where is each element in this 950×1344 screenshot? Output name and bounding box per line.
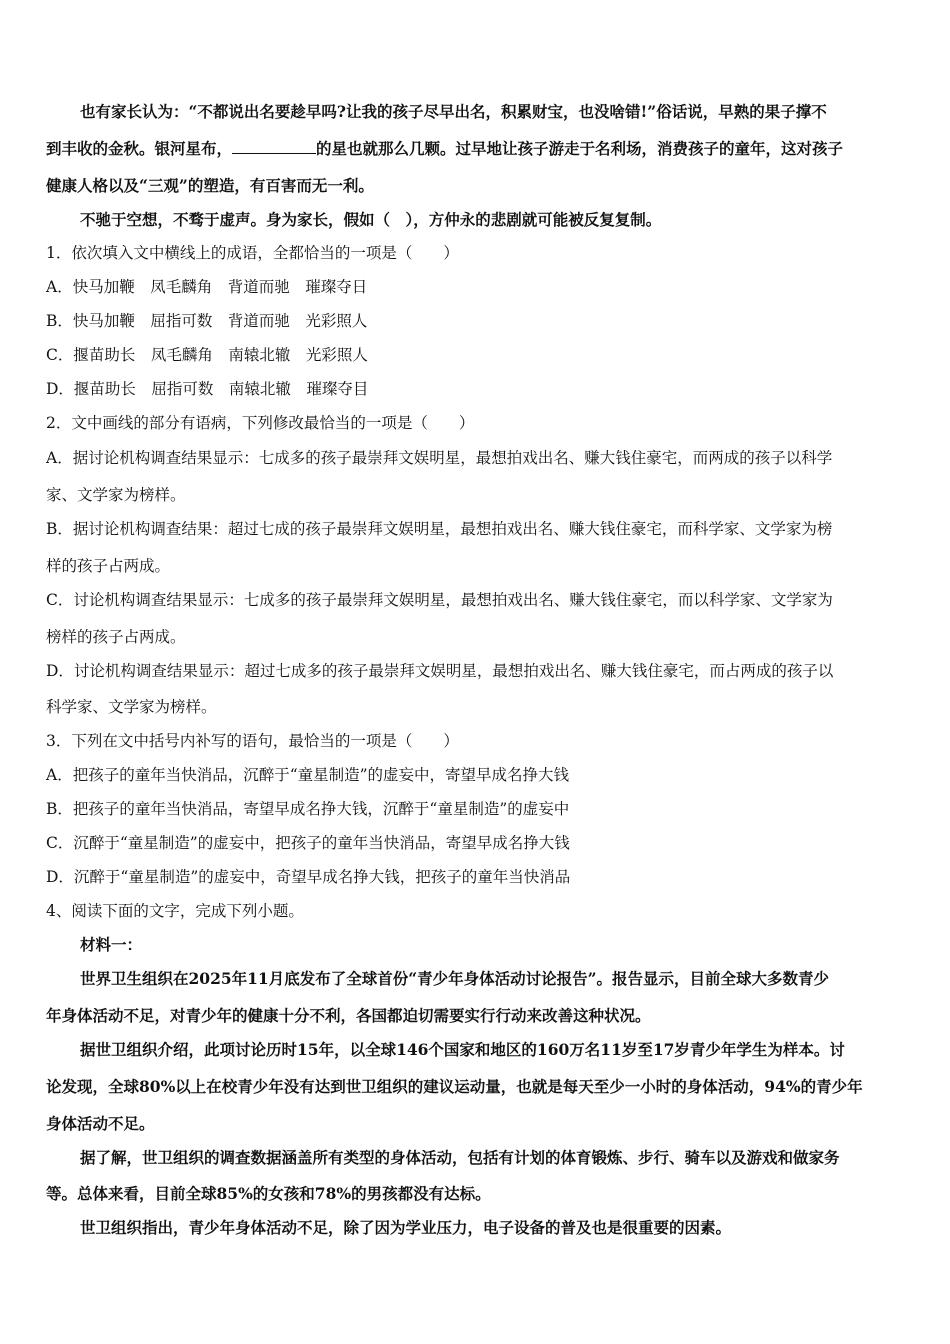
- question-1-option-b: B．快马加鞭 屈指可数 背道而驰 光彩照人: [46, 312, 368, 330]
- material-line: 等。总体来看，目前全球85%的女孩和78%的男孩都没有达标。: [46, 1184, 491, 1203]
- question-2-option-c: C．讨论机构调查结果显示：七成多的孩子最崇拜文娱明星，最想拍戏出名、赚大钱住豪宅，而以科学家、文学家为: [46, 591, 833, 609]
- passage-line: [46, 139, 906, 159]
- material-title: 材料一：: [80, 935, 143, 954]
- material-line: 世卫组织指出，青少年身体活动不足，除了因为学业压力，电子设备的普及也是很重要的因素。: [80, 1218, 732, 1237]
- passage-line: 也有家长认为：“不都说出名要趁早吗?让我的孩子尽早出名，积累财宝，也没啥错!”俗话说，早熟的果子撑不: [80, 102, 827, 121]
- question-2-option-b-cont: 样的孩子占两成。: [46, 557, 171, 575]
- question-1-option-d: D．揠苗助长 屈指可数 南辕北辙 璀璨夺目: [46, 380, 369, 398]
- question-2-option-d-cont: 科学家、文学家为榜样。: [46, 698, 217, 716]
- material-line: 论发现，全球80%以上在校青少年没有达到世卫组织的建议运动量，也就是每天至少一小时的身体活动，94%的青少年: [46, 1077, 863, 1096]
- question-3-option-d: D．沉醉于“童星制造”的虚妄中，奇望早成名挣大钱，把孩子的童年当快消品: [46, 868, 571, 886]
- question-2-stem: 2．文中画线的部分有语病，下列修改最恰当的一项是（ ）: [46, 414, 475, 432]
- fill-in-blank: [232, 139, 316, 154]
- passage-text: 的星也就那么几颗。过早地让孩子游走于名利场，消费孩子的童年，这对孩子: [316, 139, 844, 158]
- passage-line: 不驰于空想，不骛于虚声。身为家长，假如（ ），方仲永的悲剧就可能被反复复制。: [80, 210, 662, 229]
- question-3-stem: 3．下列在文中括号内补写的语句，最恰当的一项是（ ）: [46, 732, 459, 750]
- question-2-option-a: A．据讨论机构调查结果显示：七成多的孩子最崇拜文娱明星，最想拍戏出名、赚大钱住豪宅，而两成的孩子以科学: [46, 449, 833, 467]
- question-4-stem: 4、阅读下面的文字，完成下列小题。: [46, 902, 304, 920]
- passage-text: 到丰收的金秋。银河星布，: [46, 139, 233, 158]
- material-line: 身体活动不足。: [46, 1114, 155, 1133]
- question-2-option-c-cont: 榜样的孩子占两成。: [46, 628, 186, 646]
- question-1-option-c: C．揠苗助长 凤毛麟角 南辕北辙 光彩照人: [46, 346, 368, 364]
- question-1-option-a: A．快马加鞭 凤毛麟角 背道而驰 璀璨夺日: [46, 278, 368, 296]
- material-line: 据了解，世卫组织的调查数据涵盖所有类型的身体活动，包括有计划的体育锻炼、步行、骑车以及游戏和做家务: [80, 1148, 840, 1167]
- material-line: 世界卫生组织在2025年11月底发布了全球首份“青少年身体活动讨论报告”。报告显示，目前全球大多数青少: [80, 969, 830, 988]
- question-3-option-b: B．把孩子的童年当快消品，寄望早成名挣大钱，沉醉于“童星制造”的虚妄中: [46, 800, 570, 818]
- question-1-stem: 1．依次填入文中横线上的成语，全都恰当的一项是（ ）: [46, 244, 459, 262]
- material-line: 年身体活动不足，对青少年的健康十分不利，各国都迫切需要实行行动来改善这种状况。: [46, 1006, 651, 1025]
- passage-line: 健康人格以及“三观”的塑造，有百害而无一利。: [46, 176, 374, 195]
- question-2-option-a-cont: 家、文学家为榜样。: [46, 486, 186, 504]
- question-2-option-b: B．据讨论机构调查结果：超过七成的孩子最崇拜文娱明星，最想拍戏出名、赚大钱住豪宅，而科学家、文学家为榜: [46, 520, 833, 538]
- question-3-option-c: C．沉醉于“童星制造”的虚妄中，把孩子的童年当快消品，寄望早成名挣大钱: [46, 834, 570, 852]
- question-2-option-d: D．讨论机构调查结果显示：超过七成多的孩子最崇拜文娱明星，最想拍戏出名、赚大钱住豪宅，而占两成的孩子以: [46, 662, 834, 680]
- material-line: 据世卫组织介绍，此项讨论历时15年，以全球146个国家和地区的160万名11岁至17岁青少年学生为样本。讨: [80, 1040, 845, 1059]
- question-3-option-a: A．把孩子的童年当快消品，沉醉于“童星制造”的虚妄中，寄望早成名挣大钱: [46, 766, 570, 784]
